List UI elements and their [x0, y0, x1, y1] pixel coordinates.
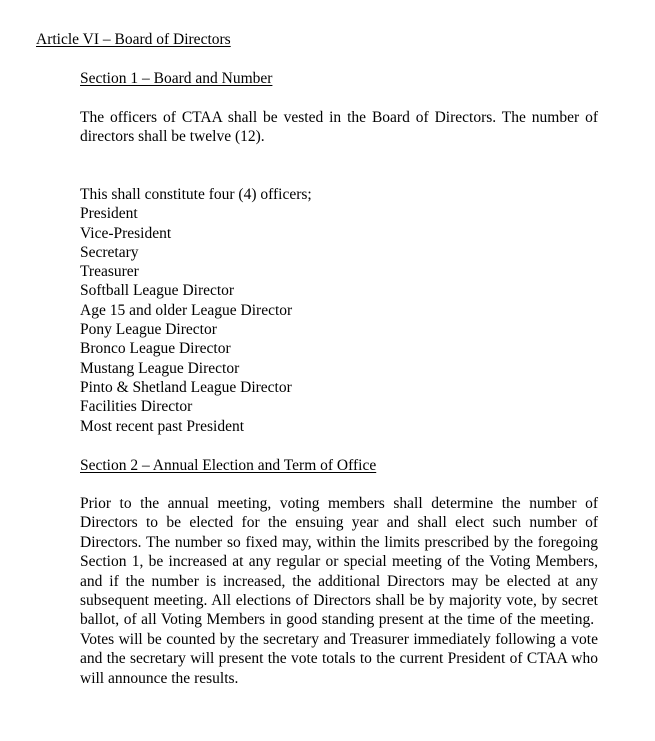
- officer-list-item: Mustang League Director: [80, 359, 240, 377]
- officer-list-item: Treasurer: [80, 263, 139, 281]
- officer-list-item: Secretary: [80, 243, 139, 261]
- section-1-heading: Section 1 – Board and Number: [80, 70, 273, 87]
- officer-list-item: Vice-President: [80, 224, 172, 242]
- officer-list-item: Bronco League Director: [80, 340, 231, 358]
- section-1-paragraph: The officers of CTAA shall be vested in the Board of Directors. The number of directors shall be twelve (12).: [80, 109, 598, 146]
- section-2-paragraph: Prior to the annual meeting, voting members shall determine the number of Directors to be elected for the ensuing year and shall elect such number of Directors. The number so fixed may, within the limits prescribed by the foregoing Section 1, be increased at any regular or special meeting of the Voting Members, and if the number is increased, the additional Directors may be elected at any subsequent meeting. All elections of Directors shall be by majority vote, by secret ballot, of all Voting Members in good standing present at the time of the meeting. Votes will be counted by the secretary and Treasurer immediately following a vote and the secretary will present the vote totals to the current President of CTAA who will announce the results.: [80, 495, 598, 687]
- officer-list-item: Facilities Director: [80, 398, 193, 416]
- officer-list-item: Age 15 and older League Director: [80, 301, 293, 319]
- officer-list-item: President: [80, 205, 138, 223]
- officer-list: [80, 185, 312, 436]
- officer-list-item: Softball League Director: [80, 282, 235, 300]
- officer-list-item: Pony League Director: [80, 321, 217, 339]
- officer-list-item: Pinto & Shetland League Director: [80, 378, 292, 396]
- article-heading: Article VI – Board of Directors: [36, 31, 231, 48]
- officer-list-item: Most recent past President: [80, 417, 245, 435]
- section-2-heading: Section 2 – Annual Election and Term of Office: [80, 457, 377, 474]
- officer-list-intro: This shall constitute four (4) officers;: [80, 186, 312, 203]
